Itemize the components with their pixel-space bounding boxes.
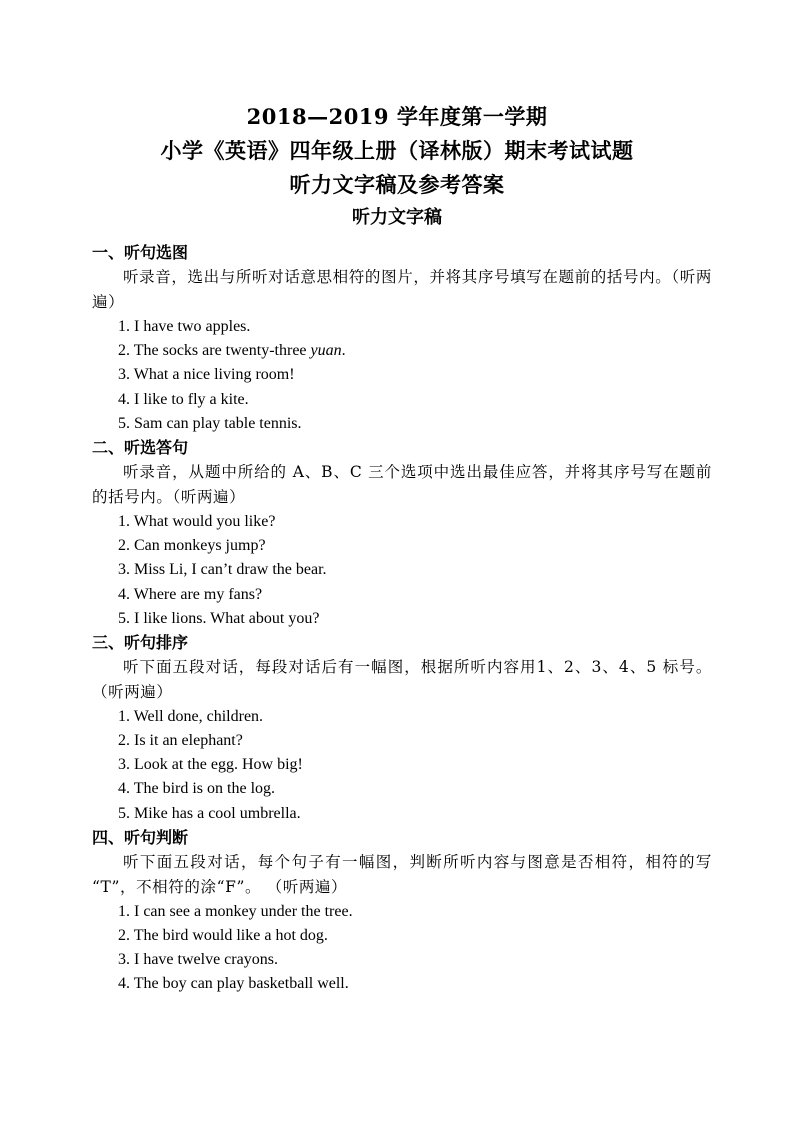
subtitle: 听力文字稿 [352, 207, 442, 228]
list-item: 4. Where are my fans? [118, 585, 263, 603]
content [92, 241, 712, 997]
section-instruction-1: 听录音，选出与所听对话意思相符的图片，并将其序号填写在题前的括号内。（听两遍） [92, 268, 712, 311]
item-suffix: . [341, 342, 346, 360]
title-block [0, 100, 794, 234]
section-heading-1: 一、听句选图 [92, 243, 189, 262]
section-heading-4: 四、听句判断 [92, 827, 189, 847]
section-instruction-3: 听下面五段对话，每段对话后有一幅图，根据所听内容用1、2、3、4、5 标号。（听两遍） [92, 657, 712, 701]
list-item: 2. Is it an elephant? [118, 732, 243, 750]
list-item: 5. Sam can play table tennis. [118, 414, 302, 432]
section-instruction-2: 听录音，从题中所给的 A、B、C 三个选项中选出最佳应答，并将其序号写在题前的括号内。（听两遍） [92, 462, 712, 506]
section-heading-2: 二、听选答句 [92, 437, 189, 457]
title-year: 2018—2019 学年度第一学期 [246, 104, 548, 129]
list-item: 2. Can monkeys jump? [118, 537, 266, 555]
list-item: 1. Well done, children. [118, 707, 264, 725]
list-item: 4. The bird is on the log. [118, 780, 276, 798]
list-item: 3. I have twelve crayons. [118, 951, 278, 969]
list-item [92, 339, 712, 363]
list-item: 4. The boy can play basketball well. [118, 975, 349, 993]
list-item: 3. What a nice living room! [118, 366, 295, 384]
list-item: 5. Mike has a cool umbrella. [118, 804, 301, 822]
section-heading-3: 三、听句排序 [92, 632, 189, 652]
item-text: 2. The socks are twenty-three [118, 342, 311, 360]
list-item: 1. I can see a monkey under the tree. [118, 902, 353, 920]
list-item: 3. Look at the egg. How big! [118, 756, 303, 774]
section-instruction-4: 听下面五段对话，每个句子有一幅图，判断所听内容与图意是否相符，相符的写 “T”，不相符的涂“F”。 （听两遍） [92, 852, 712, 896]
list-item: 1. What would you like? [118, 512, 276, 530]
italic-word: yuan [310, 342, 342, 360]
list-item: 1. I have two apples. [118, 318, 251, 335]
title-exam: 小学《英语》四年级上册（译林版）期末考试试题 [160, 138, 634, 163]
list-item: 4. I like to fly a kite. [118, 390, 249, 408]
list-item: 3. Miss Li, I can’t draw the bear. [118, 561, 327, 579]
list-item: 2. The bird would like a hot dog. [118, 927, 328, 944]
list-item: 5. I like lions. What about you? [118, 609, 320, 627]
title-transcript: 听力文字稿及参考答案 [289, 172, 505, 197]
